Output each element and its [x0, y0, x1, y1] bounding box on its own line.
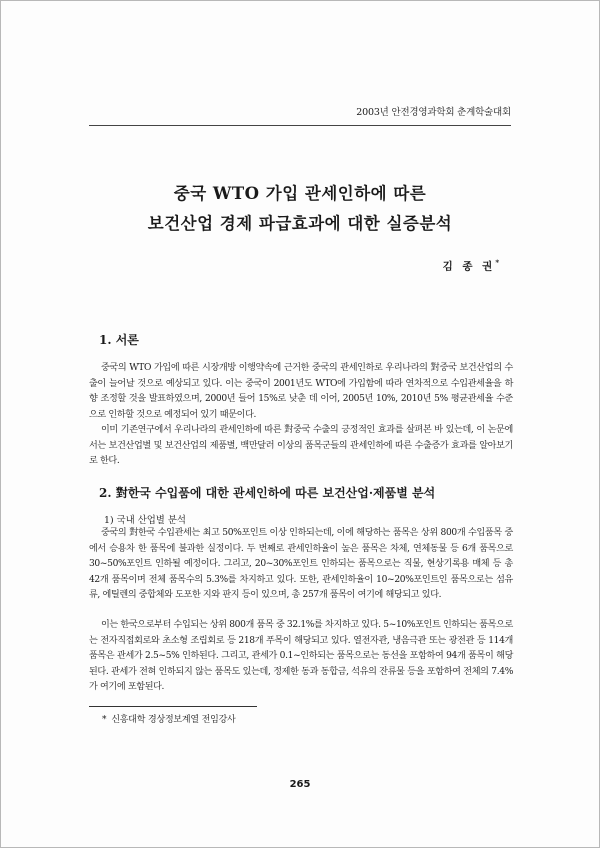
section-heading-analysis: 2. 對한국 수입품에 대한 관세인하에 따른 보건산업·제품별 분석	[99, 486, 436, 500]
footnote-divider	[89, 706, 257, 707]
page-number: 265	[289, 779, 311, 790]
footnote	[102, 712, 236, 725]
section-heading-introduction: 1. 서론	[99, 333, 139, 347]
footnote-text: 신흥대학 경상정보계열 전임강사	[111, 715, 236, 725]
subsection-heading: 1) 국내 산업별 분석	[104, 515, 186, 526]
intro-paragraph-1: 중국의 WTO 가입에 따른 시장개방 이행약속에 근거한 중국의 관세인하로 우리나라의 對중국 보건산업의 수출이 늘어날 것으로 예상되고 있다. 이는 중국이 2001년도 WTO에 가입함에 따라 연차적으로 수입관세율을 하향 조정할 것을 발표하였으며, 2000년 들어 15%로 낮춘 데 이어, 2005년 10%, 2010년 5% 평균관세율 수준으로 인하할 것으로 예정되어 있기 때문이다.	[89, 363, 513, 420]
author-name: 김 종 권	[442, 260, 496, 273]
analysis-paragraph-1: 중국의 對한국 수입관세는 최고 50%포인트 이상 인하되는데, 이에 해당하는 품목은 상위 800개 수입품목 중에서 승용차 한 품목에 불과한 실정이다. 두 번째로 관세인하율이 높은 품목은 차체, 연체동물 등 6개 품목으로 30~50%포인트 인하될 예정이다. 그리고, 20~30%포인트 인하되는 품목으로는 직물, 현상기록용 매체 등 총 42개 품목이며 전체 품목수의 5.3%를 차지하고 있다. 또한, 관세인하율이 10~20%포인트인 품목으로는 섬유류, 에틸렌의 중합체와 도포한 지와 판지 등이 있으며, 총 257개 품목이 여기에 해당되고 있다.	[89, 528, 513, 600]
author	[443, 258, 499, 274]
footnote-mark: *	[102, 715, 107, 725]
paper-title	[61, 179, 539, 239]
title-line-2: 보건산업 경제 파급효과에 대한 실증분석	[147, 214, 453, 233]
analysis-paragraph-2: 이는 한국으로부터 수입되는 상위 800개 품목 중 32.1%를 차지하고 있다. 5~10%포인트 인하되는 품목으로는 전자직접회로와 초소형 조립회로 등 218개 푸목이 해당되고 있다. 열전자관, 냉음극관 또는 광전관 등 114개 품목은 관세가 2.5~5% 인하된다. 그리고, 관세가 0.1~인하되는 품목으로는 동선을 포함하여 94개 품목이 해당된다. 관세가 전혀 인하되지 않는 품목도 있는데, 정제한 동과 동합금, 석유의 잔류물 등을 포함하여 전체의 7.4%가 여기에 포함된다.	[89, 620, 513, 692]
intro-paragraph-2: 이미 기존연구에서 우리나라의 관세인하에 따른 對중국 수출의 긍정적인 효과를 살펴본 바 있는데, 이 논문에서는 보건산업별 및 보건산업의 제품별, 백만달러 이상의 품목군들의 관세인하에 따른 수출증가 효과를 알아보기로 한다.	[89, 425, 513, 466]
title-line-1: 중국 WTO 가입 관세인하에 따른	[173, 184, 427, 203]
running-header: 2003년 안전경영과학회 춘계학술대회	[89, 104, 511, 126]
author-footnote-mark: *	[495, 258, 499, 267]
